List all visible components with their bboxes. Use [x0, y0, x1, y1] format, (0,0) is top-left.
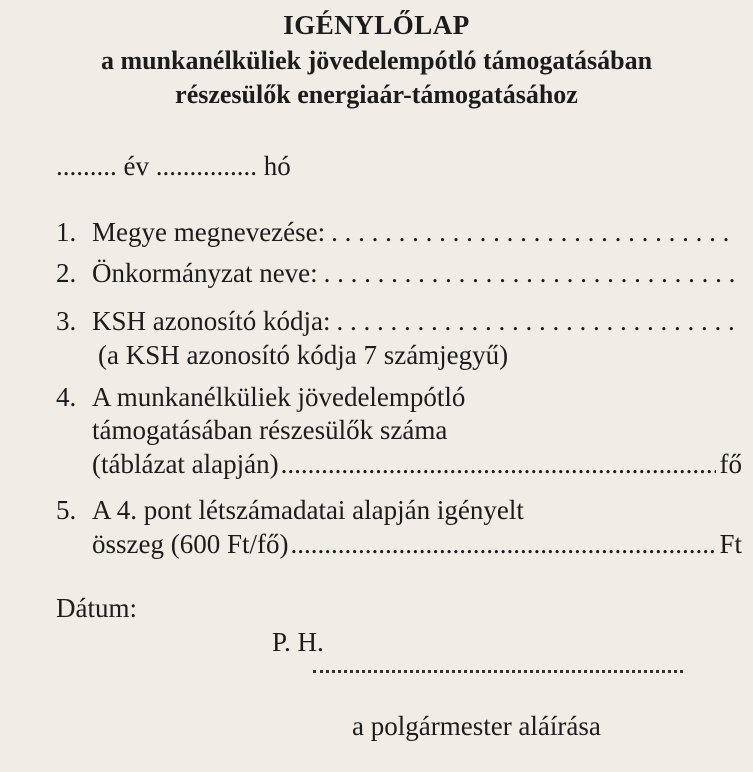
item-number: 1.: [56, 217, 77, 247]
item-amount-line2: összeg (600 Ft/fő) ..... Ft: [92, 528, 742, 560]
item-municipality: [56, 257, 736, 289]
month-dots[interactable]: ...............: [155, 151, 257, 181]
year-label: év: [123, 151, 149, 181]
date-label: Dátum:: [56, 593, 137, 623]
unit-forint: Ft: [719, 529, 742, 559]
municipality-fill-field[interactable]: [324, 257, 736, 289]
ksh-code-note: (a KSH azonosító kódja 7 számjegyű): [98, 340, 509, 370]
ksh-code-fill-field[interactable]: [336, 305, 736, 337]
year-dots[interactable]: .........: [56, 151, 117, 181]
item-beneficiaries-line3: (táblázat alapján) ..... fő: [92, 448, 742, 480]
item-number: 4.: [56, 382, 77, 412]
item-number: 2.: [56, 258, 77, 288]
date-line: [56, 150, 291, 182]
item-number: 3.: [56, 306, 77, 336]
item-ksh-code: [56, 305, 736, 337]
amount-field[interactable]: [290, 528, 715, 560]
item-beneficiaries-line1: 4. A munkanélküliek jövedelempótló: [56, 382, 466, 412]
unit-persons: fő: [719, 449, 742, 479]
signature-field[interactable]: [313, 668, 683, 673]
beneficiaries-count-field[interactable]: [281, 448, 716, 480]
county-fill-field[interactable]: [331, 216, 736, 248]
month-label: hó: [263, 151, 291, 181]
item-amount-line1: 5. A 4. pont létszámadatai alapján igényelt: [56, 495, 524, 525]
item-number: 5.: [56, 495, 77, 525]
item-label: Önkormányzat neve:: [92, 258, 318, 288]
item-label: Megye megnevezése:: [92, 217, 326, 247]
form-subtitle-line2: részesülők energiaár-támogatásához: [175, 80, 578, 109]
stamp-label: P. H.: [272, 627, 324, 657]
item-beneficiaries-line2: támogatásában részesülők száma: [92, 415, 448, 445]
item-label: KSH azonosító kódja:: [92, 306, 331, 336]
form-title: IGÉNYLŐLAP: [283, 10, 470, 40]
signature-label: a polgármester aláírása: [352, 711, 601, 741]
form-subtitle-line1: a munkanélküliek jövedelempótló támogatásában: [100, 46, 653, 75]
item-county: [56, 216, 736, 248]
